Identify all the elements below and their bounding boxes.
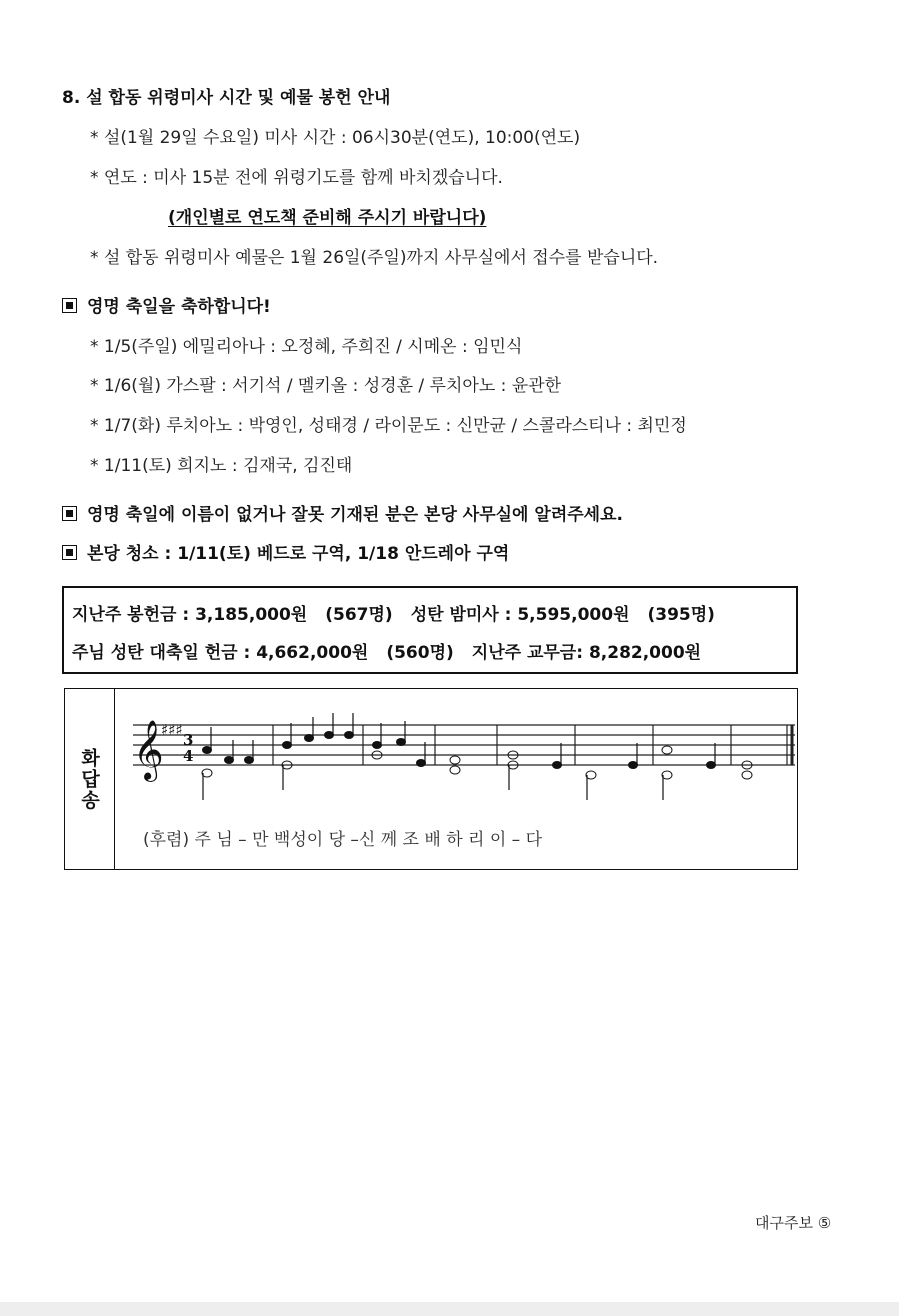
offering-christmas-day: 주님 성탄 대축일 헌금 : 4,662,000원: [72, 643, 369, 663]
square-bullet-icon: [62, 545, 77, 560]
offering-row-2: [72, 638, 719, 663]
list-item: * 1/6(월) 가스팔 : 서기석 / 멜키올 : 성경훈 / 루치아노 : 윤관한: [90, 376, 562, 396]
feast-title: 영명 축일을 축하합니다!: [87, 297, 271, 317]
square-bullet-icon: [62, 298, 77, 313]
offering-christmas-eve: 성탄 밤미사 : 5,595,000원: [410, 605, 630, 625]
list-item: * 연도 : 미사 15분 전에 위령기도를 함께 바치겠습니다.: [90, 168, 503, 188]
notice-heading: [62, 503, 623, 527]
offering-tithe: 지난주 교무금: 8,282,000원: [471, 643, 702, 663]
offering-count: (560명): [386, 643, 454, 663]
svg-text:𝄞: 𝄞: [133, 720, 164, 780]
square-bullet-icon: [62, 506, 77, 521]
psalm-lyrics: (후렴) 주 님 – 만 백성이 당 –신 께 조 배 하 리 이 – 다: [143, 830, 542, 850]
psalm-box: [64, 688, 798, 870]
list-item: * 설 합동 위령미사 예물은 1월 26일(주일)까지 사무실에서 접수를 받습니다.: [90, 248, 659, 268]
psalm-label: 화답송: [65, 689, 115, 869]
list-item: * 1/7(화) 루치아노 : 박영인, 성태경 / 라이문도 : 신만균 / 스콜라스티나 : 최민정: [90, 416, 687, 436]
svg-text:♯♯♯: ♯♯♯: [161, 721, 183, 739]
svg-text:3: 3: [183, 731, 194, 749]
offering-last-week: 지난주 봉헌금 : 3,185,000원: [72, 605, 308, 625]
feast-heading: [62, 295, 271, 319]
music-staff: [115, 705, 799, 835]
notice-text: 영명 축일에 이름이 없거나 잘못 기재된 분은 본당 사무실에 알려주세요.: [87, 505, 623, 525]
list-item: * 1/5(주일) 에밀리아나 : 오정혜, 주희진 / 시메온 : 임민식: [90, 337, 523, 357]
cleaning-text: 본당 청소 : 1/11(토) 베드로 구역, 1/18 안드레아 구역: [87, 544, 510, 564]
offering-count: (567명): [325, 605, 393, 625]
page-bottom-band: [0, 1302, 899, 1316]
cleaning-heading: [62, 542, 509, 566]
page-footer: 대구주보 ⑤: [755, 1214, 832, 1232]
note-text: (개인별로 연도책 준비해 주시기 바랍니다): [168, 208, 487, 228]
svg-text:4: 4: [183, 747, 194, 765]
list-item: * 설(1월 29일 수요일) 미사 시간 : 06시30분(연도), 10:00(연도): [90, 128, 581, 148]
offering-count: (395명): [647, 605, 715, 625]
list-item: * 1/11(토) 희지노 : 김재국, 김진태: [90, 456, 353, 476]
offering-row-1: [72, 600, 733, 625]
offering-box: [62, 586, 798, 674]
section-title: 8. 설 합동 위령미사 시간 및 예물 봉헌 안내: [62, 88, 391, 108]
